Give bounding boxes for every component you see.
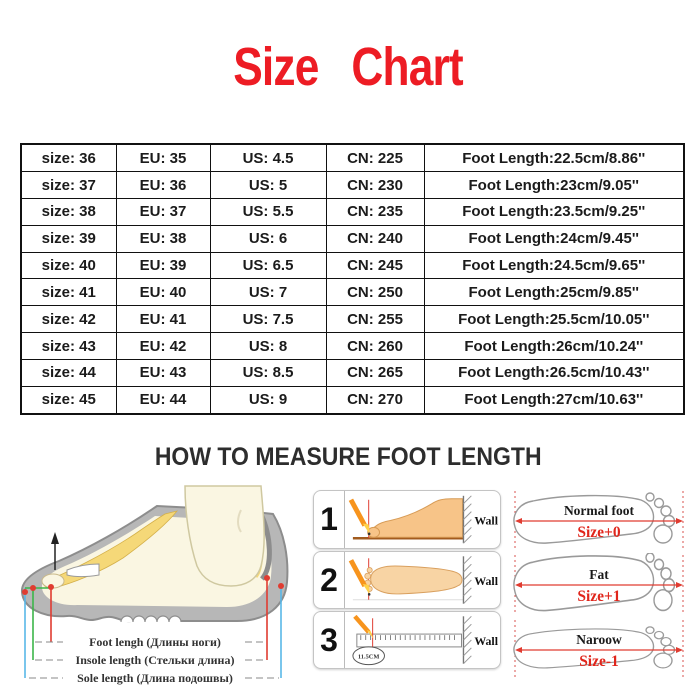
cell-size: size: 38: [21, 198, 116, 225]
cell-foot-length: Foot Length:22.5cm/8.86'': [424, 144, 684, 172]
measure-step-1: [313, 490, 501, 549]
measure-step-2: [313, 551, 501, 609]
table-row: [21, 144, 684, 172]
table-row: [21, 360, 684, 387]
cell-us: US: 7: [210, 279, 326, 306]
cell-foot-length: Foot Length:23cm/9.05'': [424, 172, 684, 199]
cell-foot-length: Foot Length:25cm/9.85'': [424, 279, 684, 306]
step-number: 1: [314, 491, 345, 548]
shoe-outline-shape: [22, 486, 287, 622]
cell-eu: EU: 39: [116, 252, 210, 279]
cell-size: size: 41: [21, 279, 116, 306]
foot-size-adjust: Size+0: [577, 524, 621, 541]
measure-heading-wrap: [0, 443, 697, 472]
table-row: [21, 198, 684, 225]
cell-size: size: 45: [21, 386, 116, 414]
cell-eu: EU: 40: [116, 279, 210, 306]
step-3-illustration: [345, 612, 500, 668]
legend-insole-length: Insole length (Стельки длина): [75, 653, 235, 667]
cell-eu: EU: 41: [116, 306, 210, 333]
wall-label: Wall: [474, 513, 498, 528]
foot-type-narrow: [503, 618, 695, 680]
cell-us: US: 7.5: [210, 306, 326, 333]
cell-eu: EU: 44: [116, 386, 210, 414]
table-row: [21, 252, 684, 279]
foot-side-shape: [368, 499, 463, 538]
foot-type-fat: [503, 553, 695, 615]
step-number: 3: [314, 612, 345, 668]
size-table: [20, 143, 685, 415]
measure-step-3: [313, 611, 501, 669]
cell-cn: CN: 255: [326, 306, 424, 333]
cell-size: size: 39: [21, 225, 116, 252]
legend-foot-length: Foot lengh (Длины ноги): [89, 635, 221, 649]
foot-type-normal: [503, 489, 695, 551]
cell-cn: CN: 245: [326, 252, 424, 279]
title-wrap: [0, 36, 697, 98]
cell-cn: CN: 250: [326, 279, 424, 306]
table-row: [21, 225, 684, 252]
foot-type-name: Normal foot: [563, 503, 635, 518]
cell-foot-length: Foot Length:23.5cm/9.25'': [424, 198, 684, 225]
foot-size-adjust: Size+1: [577, 588, 621, 605]
cell-foot-length: Foot Length:26cm/10.24'': [424, 333, 684, 360]
cell-eu: EU: 43: [116, 360, 210, 387]
cell-foot-length: Foot Length:27cm/10.63'': [424, 386, 684, 414]
wall-hatch: [463, 556, 471, 603]
step-number: 2: [314, 552, 345, 608]
cell-us: US: 6: [210, 225, 326, 252]
legend-sole-length: Sole length (Длина подошвы): [77, 671, 233, 685]
cell-size: size: 40: [21, 252, 116, 279]
cell-size: size: 36: [21, 144, 116, 172]
cell-size: size: 42: [21, 306, 116, 333]
wall-label: Wall: [474, 573, 498, 588]
cell-size: size: 44: [21, 360, 116, 387]
cell-us: US: 8: [210, 333, 326, 360]
measure-heading: HOW TO MEASURE FOOT LENGTH: [155, 443, 542, 471]
cell-foot-length: Foot Length:26.5cm/10.43'': [424, 360, 684, 387]
cell-size: size: 37: [21, 172, 116, 199]
shoe-cross-section-diagram: [5, 482, 305, 689]
step-2-illustration: [345, 552, 500, 608]
cell-eu: EU: 36: [116, 172, 210, 199]
cell-us: US: 5: [210, 172, 326, 199]
size-table-body: [21, 144, 684, 414]
page-title: Size Chart: [233, 37, 464, 97]
measurement-value: 11.5CM: [357, 653, 380, 661]
foot-top-shape: [365, 566, 462, 594]
table-row: [21, 306, 684, 333]
table-row: [21, 172, 684, 199]
table-row: [21, 279, 684, 306]
wall-hatch: [463, 496, 471, 543]
cell-eu: EU: 38: [116, 225, 210, 252]
pencil-icon: [351, 500, 371, 535]
cell-foot-length: Foot Length:24cm/9.45'': [424, 225, 684, 252]
cell-eu: EU: 42: [116, 333, 210, 360]
wall-label: Wall: [474, 633, 498, 648]
table-row: [21, 386, 684, 414]
cell-us: US: 6.5: [210, 252, 326, 279]
cell-foot-length: Foot Length:25.5cm/10.05'': [424, 306, 684, 333]
cell-eu: EU: 35: [116, 144, 210, 172]
cell-cn: CN: 235: [326, 198, 424, 225]
cell-us: US: 4.5: [210, 144, 326, 172]
cell-cn: CN: 260: [326, 333, 424, 360]
foot-type-name: Fat: [589, 567, 609, 582]
cell-cn: CN: 270: [326, 386, 424, 414]
cell-cn: CN: 265: [326, 360, 424, 387]
cell-cn: CN: 240: [326, 225, 424, 252]
cell-us: US: 9: [210, 386, 326, 414]
cell-us: US: 5.5: [210, 198, 326, 225]
cell-cn: CN: 230: [326, 172, 424, 199]
step-1-illustration: [345, 491, 500, 548]
cell-foot-length: Foot Length:24.5cm/9.65'': [424, 252, 684, 279]
foot-size-adjust: Size-1: [579, 653, 619, 670]
cell-size: size: 43: [21, 333, 116, 360]
cell-us: US: 8.5: [210, 360, 326, 387]
table-row: [21, 333, 684, 360]
foot-type-name: Naroow: [576, 632, 622, 647]
measurement-badge: [353, 647, 385, 665]
cell-cn: CN: 225: [326, 144, 424, 172]
wall-hatch: [463, 616, 471, 663]
cell-eu: EU: 37: [116, 198, 210, 225]
